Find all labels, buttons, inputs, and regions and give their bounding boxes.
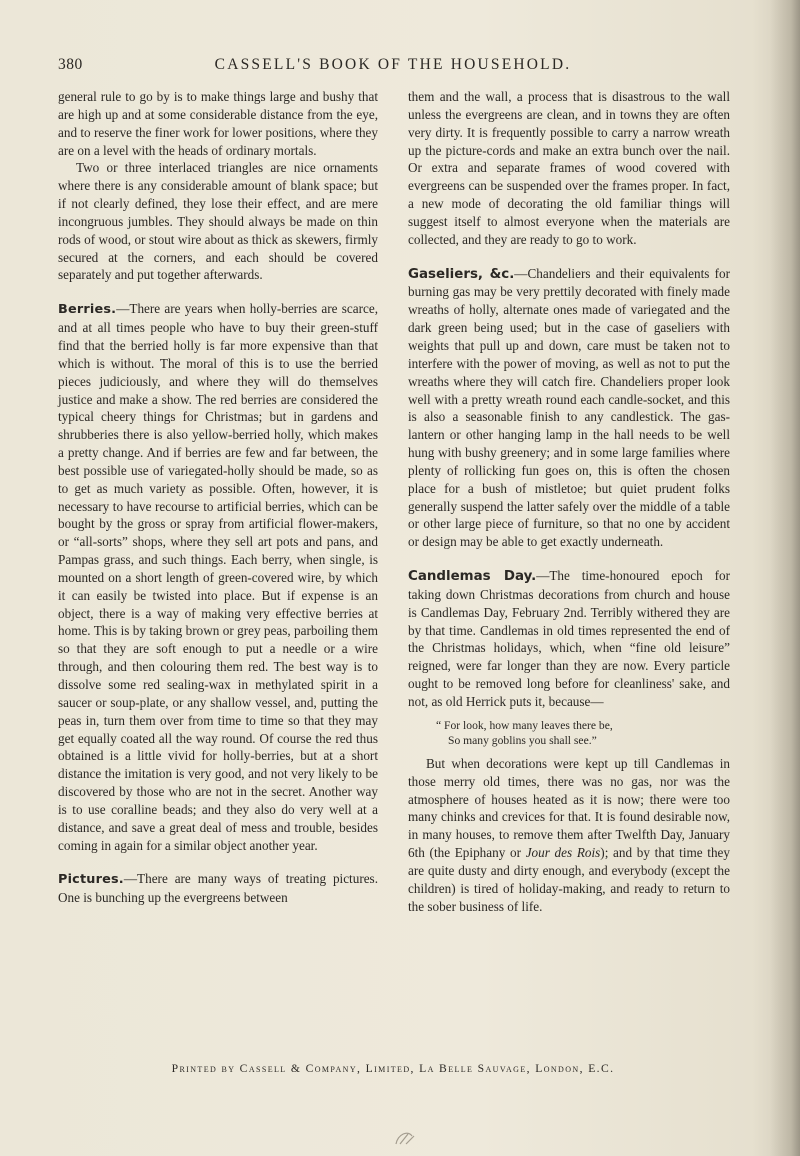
paragraph	[408, 755, 730, 916]
verse-line: “ For look, how many leaves there be,	[436, 718, 613, 732]
printers-mark-icon	[392, 1128, 418, 1148]
candlemas-section	[408, 567, 730, 711]
verse-line: So many goblins you shall see.”	[448, 733, 597, 747]
section-text: —There are years when holly-berries are scarce, and at all times people who have to buy their green-stuff find that the berried holly is far more expensive than that which is without. The moral of this is to use the berried pieces judiciously, and where they will do themselves justice and make a show. The red berries are considered the typical cheery things for Christmas; but in gardens and shrubberies there is also yellow-berried holly, which makes a pretty change. And if berries are few and far between, the best possible use of variegated-holly should be made, so as to get as much variety as possible. Often, however, it is necessary to have recourse to artificial berries, which can be bought by the gross or spray from artificial flower-makers, or “all-sorts” shops, where they sell art pots and pans, and Pampas grass, and such things. Each berry, when single, is mounted on a short length of green-covered wire, by which it can easily be twisted into place. But if expense is an object, there is a way of making very effective berries at home. This is by taking brown or grey peas, parboiling them so that they are soft enough to put a needle or a wire through, and then colouring them red. The best way is to dissolve some red sealing-wax in methylated spirit in a saucer or soup-plate, or any shallow vessel, and, putting the peas in, turn them over from time to time so that they may get equally coated all the way round. Of course the red thus obtained is a little vivid for holly-berries, but at a short distance the imitation is very good, and not very likely to be discovered by those who are not in the secret. Another way is to use coralline beads; and they also do very well at a distance, and save a great deal of mess and trouble, besides coming in again for a similar object another year.	[58, 301, 378, 853]
section-heading-candlemas: Candlemas Day.	[408, 569, 537, 585]
gaseliers-section	[408, 265, 730, 552]
berries-section	[58, 300, 378, 854]
section-heading-pictures: Pictures.	[58, 872, 124, 888]
running-head	[58, 56, 728, 78]
page-edge-shadow	[770, 0, 800, 1156]
page-mark	[392, 1128, 418, 1148]
paragraph-text: ); and by that time they are quite dusty and dirty enough, and everybody (except the children) is tired of holiday-making, and ready to return to the sober business of life.	[408, 845, 731, 914]
section-heading-gaseliers: Gaseliers, &c.	[408, 266, 515, 282]
pictures-section	[58, 870, 378, 907]
page-number: 380	[58, 56, 83, 73]
left-column	[58, 88, 378, 907]
paragraph: general rule to go by is to make things large and bushy that are high up and at some considerable distance from the eye, and to reserve the finer work for lower positions, where they are on a level with the heads of ordinary mortals.	[58, 89, 378, 158]
right-column	[408, 88, 730, 915]
section-text: —There are many ways of treating pictures. One is bunching up the evergreens between	[58, 871, 378, 906]
printer-imprint: Printed by Cassell & Company, Limited, La Belle Sauvage, London, E.C.	[171, 1062, 615, 1075]
verse-quotation	[436, 718, 730, 748]
paragraph-text: But when decorations were kept up till Candlemas in those merry old times, there was no gas, nor was the atmosphere of houses heated as it is now; there were too many chinks and crevices for that. It is found desirable now, in many houses, to remove them after Twelfth Day, January 6th (the Epiphany or	[408, 755, 730, 861]
italic-phrase: Jour des Rois	[525, 845, 601, 861]
section-text: —Chandeliers and their equivalents for burning gas may be very prettily decorated with finely made wreaths of holly, alternate ones made of variegated and the dark green being used; but in the case of gaseliers with weights that pull up and down, care must be taken not to interfere with the power of moving, as well as not to put the wreaths where they will catch fire. Chandeliers proper look well with a pretty wreath round each candle-socket, and this is also a seasonable finish to any candlestick. The gas-lantern or other hanging lamp in the hall needs to be well hung with bushy greenery; and in some large families where plenty of rollicking fun goes on, this is often the chosen place for a bush of mistletoe; but quiet prudent folks generally suspend the latter safely over the middle of a table or other large piece of furniture, so that no one by accident or design may be able to get exactly underneath.	[408, 265, 730, 550]
section-heading-berries: Berries.	[58, 302, 117, 318]
paragraph: Two or three interlaced triangles are nice ornaments where there is any considerable amount of blank space; but if not clearly defined, they lose their effect, and are mere incongruous jumbles. They should always be made on thin rods of wood, or stout wire about as thick as skewers, firmly secured at the corners, and each should be covered separately and put together afterwards.	[58, 160, 378, 283]
paragraph: them and the wall, a process that is disastrous to the wall unless the evergreens are clean, and in towns they are often very dirty. It is frequently possible to carry a narrow wreath up the picture-cords and make an extra bunch over the nail. Or extra and separate frames of wood covered with evergreens can be suspended over the frames proper. In fact, a new mode of decorating the old familiar things will suggest itself to almost everyone when the materials are collected, and they are ready to go to work.	[408, 89, 730, 247]
running-title: CASSELL'S BOOK OF THE HOUSEHOLD.	[214, 56, 572, 73]
section-text: —The time-honoured epoch for taking down Christmas decorations from church and house is Candlemas Day, February 2nd. Terribly withered they are by that time. Candlemas in old times represented the end of the Christmas holidays, which, when “fine old leisure” reigned, were far longer than they are now. Every particle ought to be removed long before for cleanliness' sake, and not, as old Herrick puts it, because—	[408, 568, 730, 709]
